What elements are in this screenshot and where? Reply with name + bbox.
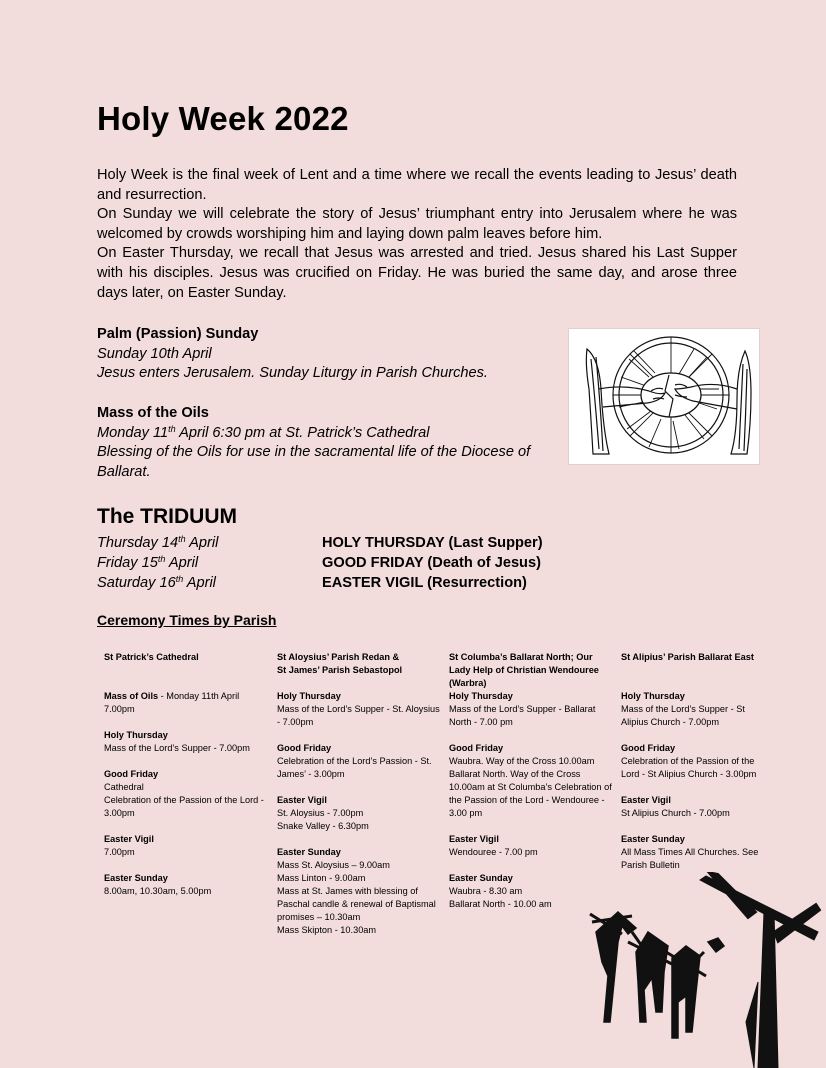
entry-value: All Mass Times All Churches. See Parish Bulletin: [621, 847, 759, 870]
entry-title: Easter Sunday: [277, 847, 341, 857]
palm-sunday-date: Sunday 10th April: [97, 345, 212, 362]
spacer: [621, 664, 771, 677]
entry-value: Mass at St. James with blessing of Paschal candle & renewal of Baptismal promises – 10.30am: [277, 886, 436, 922]
spacer: [621, 781, 771, 794]
parish-column-st-alipius: [621, 651, 771, 872]
spacer: [104, 820, 270, 833]
entry-title: Holy Thursday: [449, 691, 513, 701]
entry-title: Easter Sunday: [621, 834, 685, 844]
intro-paragraph: On Easter Thursday, we recall that Jesus was arrested and tried. Jesus shared his Last Supper with his disciples. Jesus was crucified on Friday. He was buried the same day, and arose three days later, on Easter Sunday.: [97, 245, 737, 301]
page-title: Holy Week 2022: [97, 100, 349, 137]
spacer: [104, 716, 270, 729]
entry-title: Easter Vigil: [277, 795, 327, 805]
triduum-sup: th: [157, 554, 166, 564]
spacer: [621, 677, 771, 690]
entry-title: Good Friday: [277, 743, 332, 753]
oils-rest: April 6:30 pm at St. Patrick’s Cathedral: [175, 424, 430, 441]
entry-value: Mass of the Lord’s Supper - 7.00pm: [104, 743, 250, 753]
mass-of-oils-section: [97, 404, 547, 482]
triduum-event: HOLY THURSDAY (Last Supper): [322, 535, 543, 551]
triduum-day: Friday 15: [97, 555, 158, 571]
entry-value: Mass of the Lord’s Supper - St Alipius Church - 7.00pm: [621, 704, 745, 727]
triduum-date: [97, 553, 317, 573]
entry-title: Holy Thursday: [104, 730, 168, 740]
intro-paragraph: On Sunday we will celebrate the story of Jesus’ triumphant entry into Jerusalem where he was welcomed by crowds worshiping him and laying down palm leaves before him.: [97, 206, 737, 242]
entry-value: Wendouree - 7.00 pm: [449, 847, 538, 857]
intro-paragraph: Holy Week is the final week of Lent and a time where we recall the events leading to Jesus’ death and resurrection.: [97, 167, 737, 203]
triduum-month: April: [183, 575, 216, 591]
parish-name: St Columba’s Ballarat North; Our Lady Help of Christian Wendouree (Warbra): [449, 652, 599, 688]
entry-value: Waubra. Way of the Cross 10.00am Ballarat North. Way of the Cross 10.00am at St Columba’s Celebration of the Passion of the Lord - Wendouree - 3.00 pm: [449, 756, 612, 818]
entry-value: Waubra - 8.30 am: [449, 886, 523, 896]
palm-sunday-section: [97, 325, 557, 384]
oils-day: Monday 11: [97, 424, 169, 441]
triduum-date: [97, 533, 317, 553]
triduum-day: Thursday 14: [97, 535, 179, 551]
entry-value: Mass of the Lord’s Supper - Ballarat North - 7.00 pm: [449, 704, 596, 727]
entry-title: Holy Thursday: [621, 691, 685, 701]
spacer: [104, 677, 270, 690]
spacer: [277, 677, 443, 690]
entry-value: Mass Linton - 9.00am: [277, 873, 366, 883]
entry-title: Mass of Oils: [104, 691, 159, 701]
entry-value: Mass St. Aloysius – 9.00am: [277, 860, 390, 870]
entry-value: 8.00am, 10.30am, 5.00pm: [104, 886, 212, 896]
triduum-sup: th: [175, 574, 184, 584]
parish-name: St Alipius’ Parish Ballarat East: [621, 652, 754, 662]
entry-value: - Monday 11th April 7.00pm: [104, 691, 240, 714]
entry-value: Cathedral: [104, 782, 144, 792]
entry-title: Holy Thursday: [277, 691, 341, 701]
entry-title: Good Friday: [104, 769, 159, 779]
spacer: [277, 833, 443, 846]
triduum-month: April: [165, 555, 199, 571]
entry-title: Easter Vigil: [449, 834, 499, 844]
parish-column-st-aloysius: [277, 651, 443, 937]
entry-value: St Alipius Church - 7.00pm: [621, 808, 730, 818]
mass-of-oils-date: [97, 424, 547, 444]
eucharist-illustration: [568, 328, 760, 465]
spacer: [449, 729, 615, 742]
mass-of-oils-heading: Mass of the Oils: [97, 405, 209, 421]
triduum-month: April: [185, 535, 219, 551]
spacer: [449, 859, 615, 872]
parish-name: St James’ Parish Sebastopol: [277, 665, 403, 675]
entry-value: Celebration of the Lord’s Passion - St. James’ - 3.00pm: [277, 756, 432, 779]
triduum-event: GOOD FRIDAY (Death of Jesus): [322, 555, 541, 571]
parish-column-st-patricks: [104, 651, 270, 898]
entry-value: St. Aloysius - 7.00pm: [277, 808, 364, 818]
spacer: [449, 820, 615, 833]
parish-name: St Patrick’s Cathedral: [104, 652, 199, 662]
entry-value: Celebration of the Passion of the Lord - 3.00pm: [104, 795, 264, 818]
triduum-sup: th: [178, 534, 186, 544]
entry-title: Easter Vigil: [104, 834, 154, 844]
entry-value: Celebration of the Passion of the Lord - St Alipius Church - 3.00pm: [621, 756, 757, 779]
entry-title: Good Friday: [449, 743, 504, 753]
intro-text: [97, 166, 737, 303]
spacer: [621, 729, 771, 742]
entry-title: Easter Sunday: [449, 873, 513, 883]
spacer: [104, 664, 270, 677]
oils-entry: [104, 690, 270, 716]
palm-sunday-heading: Palm (Passion) Sunday: [97, 326, 259, 342]
oils-sup: th: [168, 423, 176, 434]
entry-value: Snake Valley - 6.30pm: [277, 821, 369, 831]
entry-title: Good Friday: [621, 743, 676, 753]
triduum-title: The TRIDUUM: [97, 505, 237, 528]
entry-title: Easter Sunday: [104, 873, 168, 883]
entry-value: Mass Skipton - 10.30am: [277, 925, 377, 935]
triduum-event: EASTER VIGIL (Resurrection): [322, 575, 527, 591]
triduum-date: [97, 573, 317, 593]
entry-value: Mass of the Lord’s Supper - St. Aloysius - 7.00pm: [277, 704, 440, 727]
bread-breaking-drawing: [569, 329, 759, 464]
triduum-day: Saturday 16: [97, 575, 176, 591]
spacer: [277, 729, 443, 742]
palm-sunday-desc: Jesus enters Jerusalem. Sunday Liturgy in Parish Churches.: [97, 365, 488, 382]
entry-value: 7.00pm: [104, 847, 135, 857]
entry-title: Easter Vigil: [621, 795, 671, 805]
ceremony-times-heading: Ceremony Times by Parish: [97, 612, 277, 628]
spacer: [104, 755, 270, 768]
parish-name: St Aloysius’ Parish Redan &: [277, 652, 400, 662]
mass-of-oils-desc: Blessing of the Oils for use in the sacramental life of the Diocese of Ballarat.: [97, 444, 531, 480]
crucifixion-silhouette: [588, 872, 826, 1068]
spacer: [621, 820, 771, 833]
spacer: [277, 781, 443, 794]
entry-value: Ballarat North - 10.00 am: [449, 899, 552, 909]
spacer: [104, 859, 270, 872]
